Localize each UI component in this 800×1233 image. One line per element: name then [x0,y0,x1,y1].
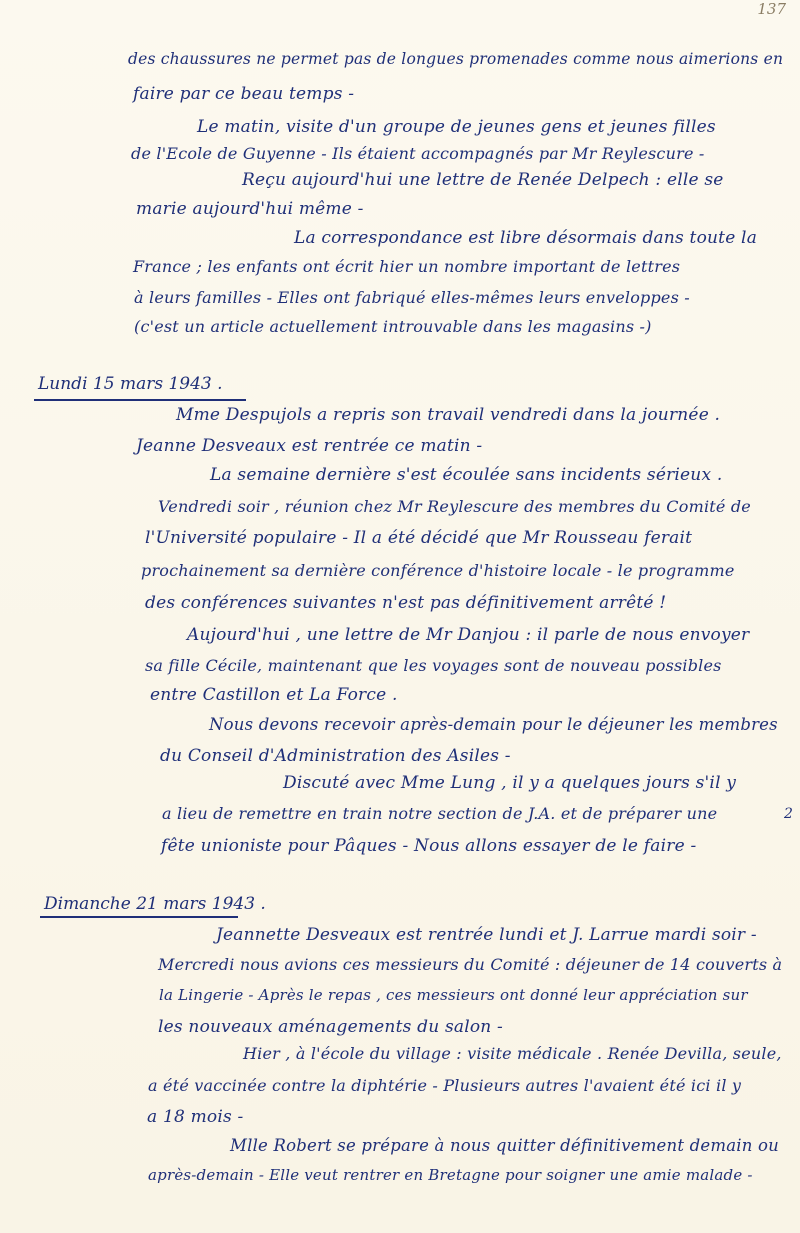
text-line: (c'est un article actuellement introuvable dans les magasins -) [134,317,652,336]
text-line: à leurs familles - Elles ont fabriqué elles-mêmes leurs enveloppes - [134,288,690,307]
text-line: de l'Ecole de Guyenne - Ils étaient accompagnés par Mr Reylescure - [131,144,705,163]
text-line: entre Castillon et La Force . [150,685,398,705]
text-line: a 18 mois - [147,1107,244,1127]
text-line: l'Université populaire - Il a été décidé que Mr Rousseau ferait [145,528,693,548]
text-line: Mme Despujols a repris son travail vendredi dans la journée . [176,405,721,425]
text-line: a été vaccinée contre la diphtérie - Plusieurs autres l'avaient été ici il y [148,1076,742,1095]
heading-underline [34,399,246,401]
entry-date-heading: Dimanche 21 mars 1943 . [44,894,266,914]
text-line: des chaussures ne permet pas de longues promenades comme nous aimerions en [128,50,784,68]
text-line: prochainement sa dernière conférence d'histoire locale - le programme [141,561,735,580]
text-line: Mercredi nous avions ces messieurs du Comité : déjeuner de 14 couverts à [158,955,783,974]
text-line: Jeanne Desveaux est rentrée ce matin - [136,436,483,456]
text-line: Discuté avec Mme Lung , il y a quelques jours s'il y [283,773,737,793]
page-number: 137 [757,0,786,18]
text-line: France ; les enfants ont écrit hier un nombre important de lettres [133,257,681,276]
text-line: Mlle Robert se prépare à nous quitter définitivement demain ou [230,1136,779,1155]
text-line: Jeannette Desveaux est rentrée lundi et J. Larrue mardi soir - [216,925,757,945]
text-line: après-demain - Elle veut rentrer en Bretagne pour soigner une amie malade - [148,1166,753,1184]
text-line: marie aujourd'hui même - [136,199,364,219]
text-line: des conférences suivantes n'est pas définitivement arrêté ! [145,593,667,613]
text-line: La correspondance est libre désormais dans toute la [294,228,758,248]
text-line: les nouveaux aménagements du salon - [158,1017,503,1037]
text-line: sa fille Cécile, maintenant que les voyages sont de nouveau possibles [145,656,722,675]
entry-date-heading: Lundi 15 mars 1943 . [38,374,223,394]
text-line: Vendredi soir , réunion chez Mr Reylescure des membres du Comité de [158,497,751,516]
text-line: faire par ce beau temps - [133,84,355,104]
margin-mark: 2 [784,806,793,822]
heading-underline [40,916,238,918]
text-line: Nous devons recevoir après-demain pour le déjeuner les membres [209,715,778,734]
text-line: Aujourd'hui , une lettre de Mr Danjou : il parle de nous envoyer [187,625,750,645]
text-line: Hier , à l'école du village : visite médicale . Renée Devilla, seule, [243,1044,782,1063]
text-line: La semaine dernière s'est écoulée sans incidents sérieux . [210,465,723,485]
text-line: a lieu de remettre en train notre section de J.A. et de préparer une [162,804,718,823]
text-line: Le matin, visite d'un groupe de jeunes gens et jeunes filles [197,117,716,137]
text-line: la Lingerie - Après le repas , ces messieurs ont donné leur appréciation sur [159,986,748,1004]
text-line: Reçu aujourd'hui une lettre de Renée Delpech : elle se [242,170,724,190]
text-line: fête unioniste pour Pâques - Nous allons essayer de le faire - [161,836,697,856]
text-line: du Conseil d'Administration des Asiles - [160,746,511,766]
